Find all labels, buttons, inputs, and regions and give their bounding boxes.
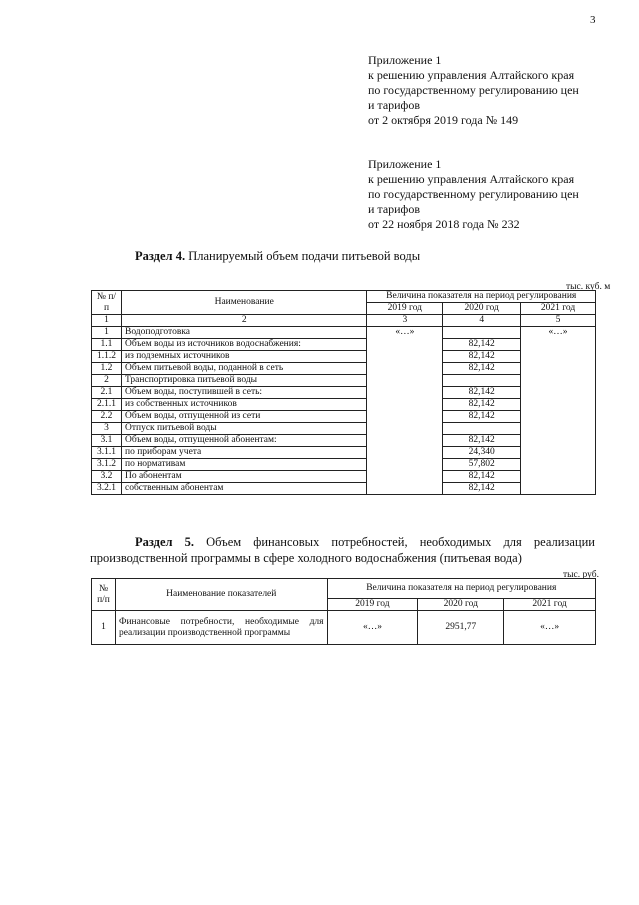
- row-value-2020: [443, 375, 521, 387]
- header-num: № п/п: [92, 291, 122, 315]
- row-value-2020: 82,142: [443, 483, 521, 495]
- header-2019: 2019 год: [327, 599, 418, 611]
- row-value-2020: 82,142: [443, 363, 521, 375]
- row-num: 1.1.2: [92, 351, 122, 363]
- row-num: 3.1.2: [92, 459, 122, 471]
- section4-label: Раздел 4.: [135, 249, 186, 263]
- page-number: 3: [590, 14, 596, 26]
- row-name: По абонентам: [121, 471, 366, 483]
- header-period: Величина показателя на период регулирования: [367, 291, 596, 303]
- table-row: [92, 435, 596, 447]
- appendix-line: от 22 ноября 2018 года № 232: [368, 217, 520, 231]
- row-name: Объем воды, поступившей в сеть:: [121, 387, 366, 399]
- row-name: Водоподготовка: [121, 327, 366, 339]
- row-name: Транспортировка питьевой воды: [121, 375, 366, 387]
- header-2021: 2021 год: [521, 303, 596, 315]
- row-value-2020: 82,142: [443, 411, 521, 423]
- row-num: 2.1.1: [92, 399, 122, 411]
- appendix-line: по государственному регулированию цен: [368, 187, 579, 201]
- section4-units: тыс. куб. м: [566, 282, 611, 292]
- appendix-line: по государственному регулированию цен: [368, 83, 579, 97]
- row-name: по приборам учета: [121, 447, 366, 459]
- appendix-line: к решению управления Алтайского края: [368, 172, 575, 186]
- col-index: 3: [367, 315, 443, 327]
- row-name: по нормативам: [121, 459, 366, 471]
- appendix-line: от 2 октября 2019 года № 149: [368, 113, 519, 127]
- table-row: [92, 423, 596, 435]
- header-2019: 2019 год: [367, 303, 443, 315]
- section5-title: [90, 534, 595, 566]
- header-num: № п/п: [92, 579, 116, 611]
- col-index: 1: [92, 315, 122, 327]
- row-name: из подземных источников: [121, 351, 366, 363]
- row-num: 3.1.1: [92, 447, 122, 459]
- row-value-2020: 2951,77: [418, 611, 504, 645]
- row-num: 3: [92, 423, 122, 435]
- table-row: [92, 459, 596, 471]
- section5-units: тыс. руб.: [563, 570, 599, 580]
- table-row: [92, 611, 596, 645]
- header-name: Наименование показателей: [115, 579, 327, 611]
- row-value-2021: «…»: [504, 611, 596, 645]
- row-name: Объем воды, отпущенной абонентам:: [121, 435, 366, 447]
- row-value-2020: 82,142: [443, 471, 521, 483]
- row-num: 1: [92, 611, 116, 645]
- appendix-header-current: [368, 53, 579, 128]
- row-value-2020: 82,142: [443, 351, 521, 363]
- appendix-line: и тарифов: [368, 202, 421, 216]
- appendix-line: Приложение 1: [368, 157, 442, 171]
- row-name: из собственных источников: [121, 399, 366, 411]
- table-row: [92, 411, 596, 423]
- row-value-2020: 82,142: [443, 339, 521, 351]
- row-value-2020: [443, 327, 521, 339]
- col-index: 2: [121, 315, 366, 327]
- row-num: 1: [92, 327, 122, 339]
- header-2020: 2020 год: [418, 599, 504, 611]
- row-name: собственным абонентам: [121, 483, 366, 495]
- row-num: 1.1: [92, 339, 122, 351]
- table-row: [92, 447, 596, 459]
- header-2020: 2020 год: [443, 303, 521, 315]
- header-name: Наименование: [121, 291, 366, 315]
- row-value-2020: 82,142: [443, 435, 521, 447]
- row-value-2020: 57,802: [443, 459, 521, 471]
- table-row: [92, 363, 596, 375]
- col-index: 4: [443, 315, 521, 327]
- section5-label: Раздел 5.: [135, 535, 195, 549]
- appendix-line: Приложение 1: [368, 53, 442, 67]
- appendix-line: и тарифов: [368, 98, 421, 112]
- row-value-2019: «…»: [327, 611, 418, 645]
- row-name: Объем воды, отпущенной из сети: [121, 411, 366, 423]
- row-num: 3.1: [92, 435, 122, 447]
- row-name: Отпуск питьевой воды: [121, 423, 366, 435]
- section5-title-text: Объем финансовых потребностей, необходимых для реализации производственной программы в сфере холодного водоснабжения (питьевая вода): [90, 535, 595, 565]
- row-num: 2: [92, 375, 122, 387]
- table-row: [92, 327, 596, 339]
- row-value-2020: 82,142: [443, 399, 521, 411]
- financial-needs-table: [91, 578, 596, 645]
- header-2021: 2021 год: [504, 599, 596, 611]
- row-num: 3.2: [92, 471, 122, 483]
- table-row: [92, 351, 596, 363]
- row-num: 1.2: [92, 363, 122, 375]
- row-num: 2.1: [92, 387, 122, 399]
- table-row: [92, 387, 596, 399]
- table-row: [92, 375, 596, 387]
- row-name: Объем питьевой воды, поданной в сеть: [121, 363, 366, 375]
- row-name: Объем воды из источников водоснабжения:: [121, 339, 366, 351]
- row-num: 3.2.1: [92, 483, 122, 495]
- row-name: Финансовые потребности, необходимые для реализации производственной программы: [115, 611, 327, 645]
- appendix-line: к решению управления Алтайского края: [368, 68, 575, 82]
- row-value-2020: 24,340: [443, 447, 521, 459]
- section4-title: [135, 249, 420, 264]
- table-row: [92, 471, 596, 483]
- row-value-2020: 82,142: [443, 387, 521, 399]
- merged-2019-value: «…»: [367, 327, 443, 495]
- section4-title-text: Планируемый объем подачи питьевой воды: [188, 249, 421, 263]
- col-index: 5: [521, 315, 596, 327]
- table-row: [92, 399, 596, 411]
- appendix-header-original: [368, 157, 579, 232]
- table-row: [92, 483, 596, 495]
- merged-2021-value: «…»: [521, 327, 596, 495]
- table-row: [92, 339, 596, 351]
- row-num: 2.2: [92, 411, 122, 423]
- header-period: Величина показателя на период регулирования: [327, 579, 595, 599]
- row-value-2020: [443, 423, 521, 435]
- water-volume-table: [91, 290, 596, 495]
